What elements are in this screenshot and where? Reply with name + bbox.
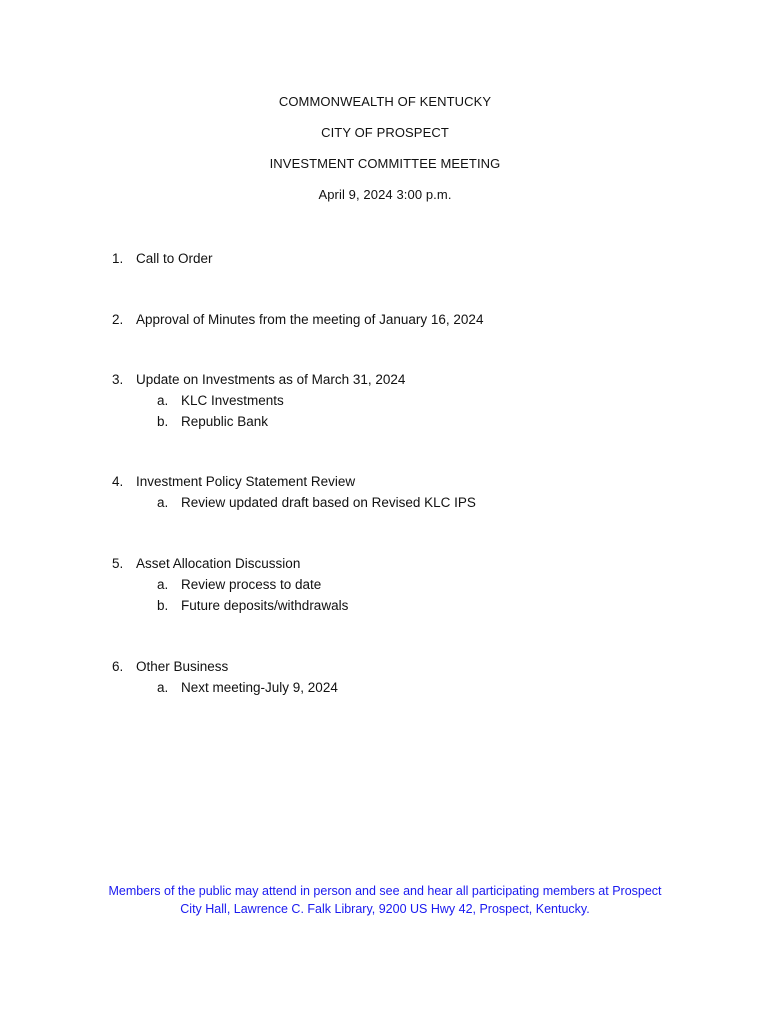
agenda-item — [112, 657, 338, 698]
agenda-item-row — [112, 657, 338, 677]
agenda-subitem-text: KLC Investments — [181, 393, 284, 408]
agenda-item — [112, 310, 483, 330]
agenda-subitem-letter: a. — [157, 680, 169, 695]
agenda-subitem-text: Republic Bank — [181, 414, 269, 429]
agenda-item-number: 4. — [112, 474, 124, 489]
document-header — [0, 94, 770, 218]
agenda-subitem-list — [112, 574, 348, 616]
agenda-item-title: Other Business — [136, 659, 229, 674]
agenda-subitem — [157, 492, 476, 513]
agenda-item-row — [112, 310, 483, 330]
agenda-subitem — [157, 574, 348, 595]
agenda-item-number: 3. — [112, 372, 124, 387]
agenda-subitem-text: Future deposits/withdrawals — [181, 598, 349, 613]
agenda-item-number: 6. — [112, 659, 124, 674]
agenda-subitem-text: Next meeting-July 9, 2024 — [181, 680, 338, 695]
header-meeting-title: INVESTMENT COMMITTEE MEETING — [269, 156, 501, 171]
agenda-subitem — [157, 677, 338, 698]
agenda-item-row — [112, 554, 348, 574]
header-city: CITY OF PROSPECT — [321, 125, 449, 140]
agenda-item — [112, 554, 348, 616]
agenda-item-number: 5. — [112, 556, 124, 571]
agenda-subitem-letter: b. — [157, 598, 169, 613]
agenda-item-number: 2. — [112, 312, 124, 327]
agenda-item-title: Call to Order — [136, 251, 213, 266]
agenda-subitem-text: Review process to date — [181, 577, 322, 592]
agenda-subitem-list — [112, 677, 338, 698]
agenda-item-title: Asset Allocation Discussion — [136, 556, 301, 571]
public-notice-line-1: Members of the public may attend in person and see and hear all participating members at Prospect — [108, 884, 662, 898]
header-commonwealth: COMMONWEALTH OF KENTUCKY — [278, 94, 492, 109]
agenda-item-row — [112, 370, 405, 390]
agenda-subitem-letter: a. — [157, 577, 169, 592]
agenda-subitem — [157, 390, 405, 411]
agenda-item-row — [112, 472, 476, 492]
agenda-subitem-list — [112, 492, 476, 513]
agenda-item-title: Investment Policy Statement Review — [136, 474, 356, 489]
agenda-item — [112, 249, 213, 269]
agenda-subitem-text: Review updated draft based on Revised KLC IPS — [181, 495, 476, 510]
agenda-item-title: Approval of Minutes from the meeting of January 16, 2024 — [136, 312, 484, 327]
agenda-subitem-letter: b. — [157, 414, 169, 429]
agenda-item — [112, 472, 476, 513]
agenda-item — [112, 370, 405, 432]
agenda-item-number: 1. — [112, 251, 124, 266]
agenda-subitem — [157, 411, 405, 432]
agenda-item-row — [112, 249, 213, 269]
agenda-item-title: Update on Investments as of March 31, 2024 — [136, 372, 406, 387]
agenda-subitem-letter: a. — [157, 495, 169, 510]
public-notice — [0, 882, 770, 918]
header-meeting-date: April 9, 2024 3:00 p.m. — [318, 187, 452, 202]
agenda-subitem-list — [112, 390, 405, 432]
agenda-subitem — [157, 595, 348, 616]
public-notice-line-2: City Hall, Lawrence C. Falk Library, 9200 US Hwy 42, Prospect, Kentucky. — [180, 902, 590, 916]
agenda-subitem-letter: a. — [157, 393, 169, 408]
